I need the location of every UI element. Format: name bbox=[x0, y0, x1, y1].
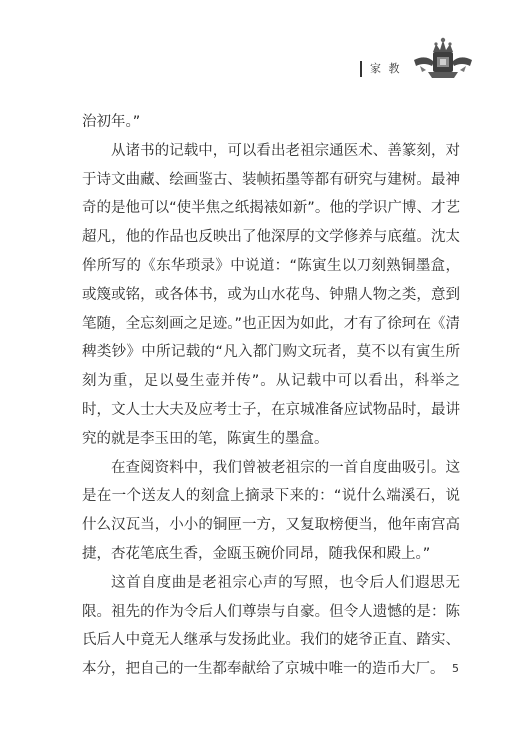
running-header-title: 家 教 bbox=[370, 62, 402, 75]
body-text bbox=[82, 108, 460, 684]
paragraph: 在查阅资料中，我们曾被老祖宗的一首自度曲吸引。这是在一个送友人的刻盒上摘录下来的：“说什么端溪石，说什么汉瓦当，小小的铜匣一方，又复取榜便当，他年南宫高捷，杏花笔底生香，金瓯玉碗价同昂，随我保和殿上。” bbox=[82, 459, 460, 562]
header-rule bbox=[360, 61, 362, 77]
paragraph: 这首自度曲是老祖宗心声的写照，也令后人们遐思无限。祖先的作为令后人们尊崇与自豪。但令人遗憾的是：陈氏后人中竟无人继承与发扬此业。我们的姥爷正直、踏实、本分，把自己的一生都奉献给了京城中唯一的造币大厂。 bbox=[82, 574, 460, 678]
crown-emblem-icon bbox=[412, 36, 474, 82]
paragraph-continuation: 治初年。” bbox=[82, 114, 141, 130]
page-number: 5 bbox=[452, 662, 459, 675]
paragraph: 从诸书的记载中，可以看出老祖宗通医术、善篆刻，对于诗文曲藏、绘画鉴古、装帧拓墨等都有研究与建树。最神奇的是他可以“使半焦之纸揭裱如新”。他的学识广博、才艺超凡，他的作品也反映出了他深厚的文学修养与底蕴。沈太侔所写的《东华琐录》中说道：“陈寅生以刀刻熟铜墨盒，或篾或铭，或各体书，或为山水花鸟、钟鼎人物之类，意到笔随，全忘刻画之足迹。”也正因为如此，才有了徐珂在《清稗类钞》中所记载的“凡入都门购文玩者，莫不以有寅生所刻为重，足以曼生壶并传”。从记载中可以看出，科举之时，文人士大夫及应考士子，在京城准备应试物品时，最讲究的就是李玉田的笔，陈寅生的墨盒。 bbox=[82, 142, 460, 447]
